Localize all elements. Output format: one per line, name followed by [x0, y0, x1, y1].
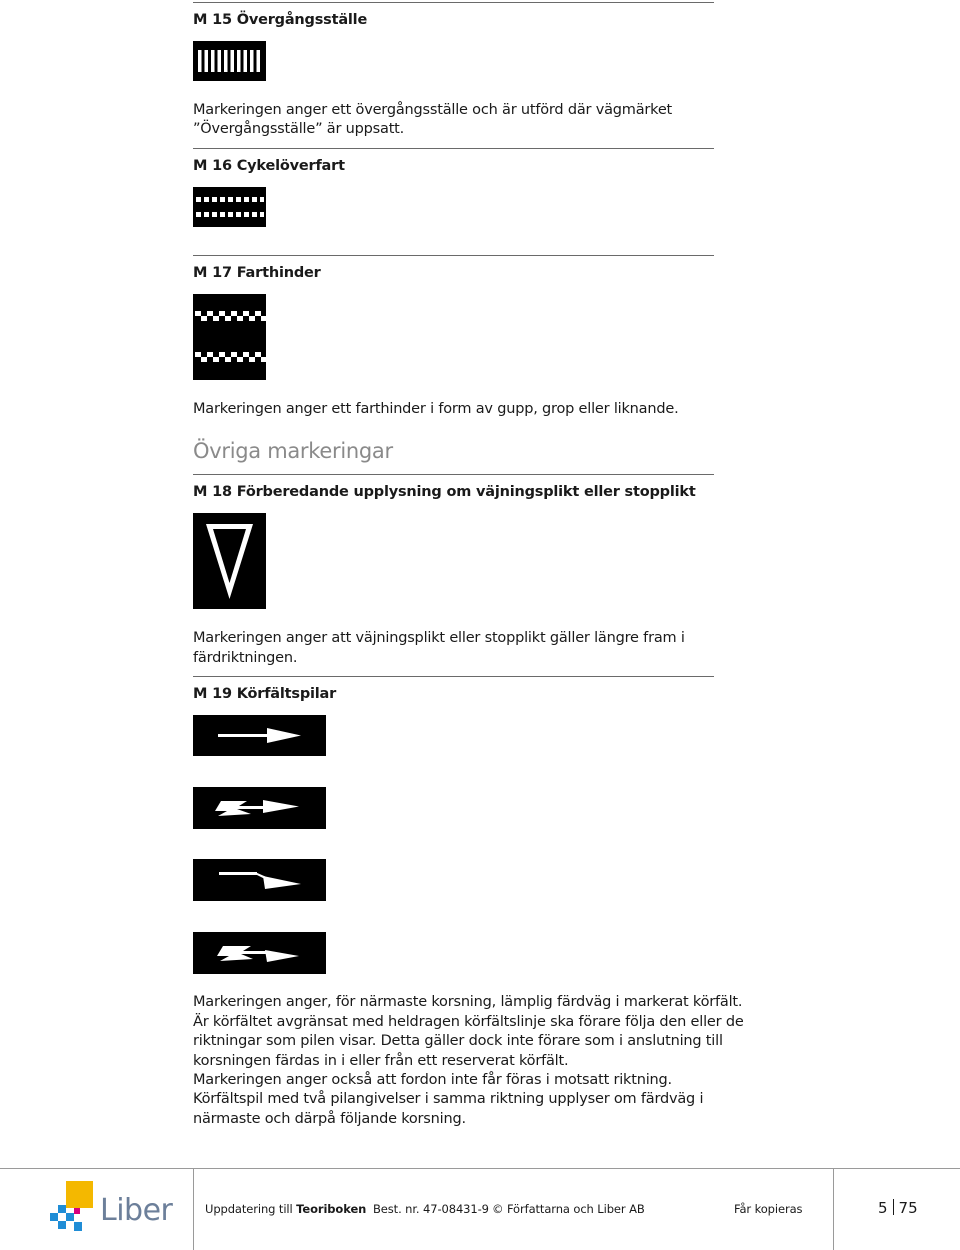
footer-order-number: Best. nr. 47-08431-9	[373, 1202, 489, 1216]
page-number	[878, 1199, 918, 1217]
footer-separator	[833, 1168, 834, 1250]
m19-description-line: Markeringen anger också att fordon inte får föras i motsatt riktning.	[193, 1072, 672, 1088]
page-total: 75	[898, 1199, 918, 1217]
m15-crosswalk-sign-icon	[193, 41, 266, 81]
m16-heading: M 16 Cykelöverfart	[193, 158, 345, 174]
m18-description-line: färdriktningen.	[193, 650, 298, 666]
liber-logo-icon	[50, 1181, 94, 1235]
section-title: Övriga markeringar	[193, 439, 393, 463]
divider	[193, 255, 714, 256]
footer-update-prefix: Uppdatering till	[205, 1202, 297, 1216]
m19-description-line: närmaste och därpå följande korsning.	[193, 1111, 466, 1127]
m16-cycle-crossing-sign-icon	[193, 187, 266, 227]
m18-description-line: Markeringen anger att väjningsplikt eller stopplikt gäller längre fram i	[193, 630, 685, 646]
divider	[193, 474, 714, 475]
double-right-arrow-sign-icon	[193, 932, 326, 974]
m19-description-line: riktningar som pilen visar. Detta gäller dock inte förare som i anslutning till	[193, 1033, 723, 1049]
page-number-separator	[893, 1199, 894, 1215]
m17-speed-bump-sign-icon	[193, 294, 266, 380]
m18-heading: M 18 Förberedande upplysning om väjningsplikt eller stopplikt	[193, 484, 696, 500]
footer-separator	[193, 1168, 194, 1250]
m15-description-line: ”Övergångsställe” är uppsatt.	[193, 121, 405, 137]
divider	[193, 676, 714, 677]
m17-heading: M 17 Farthinder	[193, 265, 321, 281]
liber-logo-text: Liber	[100, 1193, 173, 1228]
right-turn-arrow-sign-icon	[193, 859, 326, 901]
divider	[193, 2, 714, 3]
m17-description: Markeringen anger ett farthinder i form av gupp, grop eller liknande.	[193, 401, 679, 417]
footer-copy-note: Får kopieras	[734, 1202, 803, 1216]
footer-divider	[0, 1168, 960, 1169]
m19-description-line: Är körfältet avgränsat med heldragen körfältslinje ska förare följa den eller de	[193, 1014, 744, 1030]
m18-yield-triangle-sign-icon	[193, 513, 266, 609]
double-arrow-sign-icon	[193, 787, 326, 829]
page-current: 5	[878, 1199, 888, 1217]
divider	[193, 148, 714, 149]
footer-update	[205, 1202, 366, 1216]
m19-description-line: Körfältspil med två pilangivelser i samma riktning upplyser om färdväg i	[193, 1091, 704, 1107]
m19-description-line: korsningen färdas in i eller från ett reserverat körfält.	[193, 1053, 569, 1069]
m15-heading: M 15 Övergångsställe	[193, 12, 368, 28]
footer-update-book: Teoriboken	[296, 1202, 367, 1216]
straight-arrow-sign-icon	[193, 715, 326, 756]
m19-heading: M 19 Körfältspilar	[193, 686, 337, 702]
m19-description-line: Markeringen anger, för närmaste korsning, lämplig färdväg i markerat körfält.	[193, 994, 743, 1010]
m15-description-line: Markeringen anger ett övergångsställe och är utförd där vägmärket	[193, 102, 673, 118]
footer-copyright: © Författarna och Liber AB	[492, 1202, 645, 1216]
